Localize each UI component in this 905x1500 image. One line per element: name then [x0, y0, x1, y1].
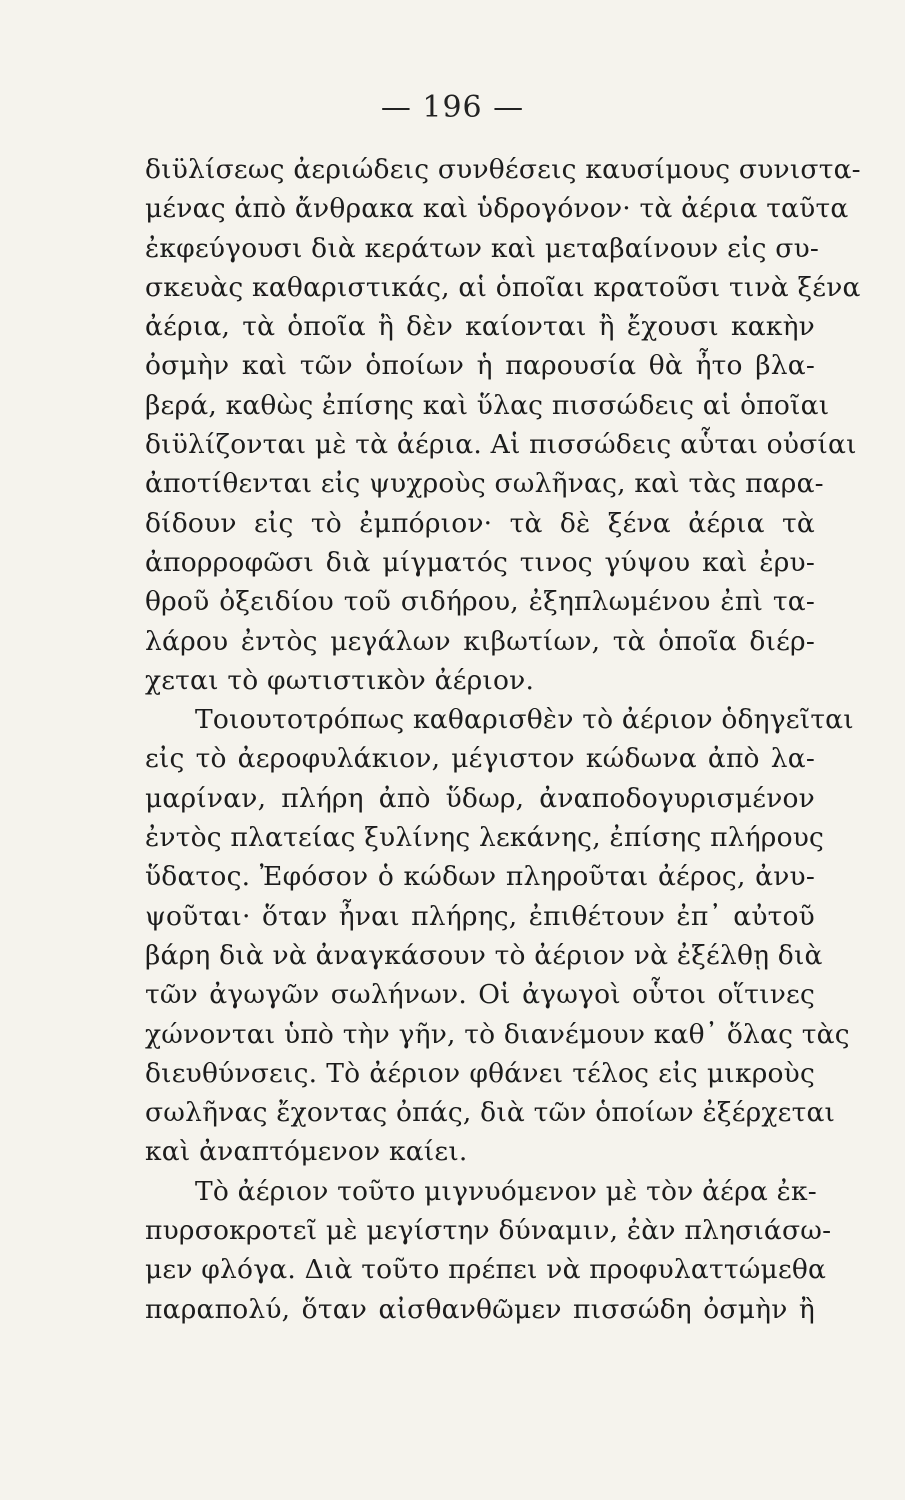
text-line: δίδουν εἰς τὸ ἐμπόριον· τὰ δὲ ξένα ἀέρια τὰ: [145, 507, 815, 539]
text-line: θροῦ ὀξειδίου τοῦ σιδήρου, ἐξηπλωμένου ἐπὶ τα-: [145, 586, 815, 618]
text-line: ἀποτίθενται εἰς ψυχροὺς σωλῆνας, καὶ τὰς παρα-: [145, 468, 824, 500]
text-line: ἐκφεύγουσι διὰ κεράτων καὶ μεταβαίνουν εἰς συ-: [145, 232, 820, 264]
text-line: ἐντὸς πλατείας ξυλίνης λεκάνης, ἐπίσης πλήρους: [145, 822, 825, 854]
text-line: παραπολύ, ὅταν αἰσθανθῶμεν πισσώδη ὀσμὴν ἢ: [145, 1293, 815, 1325]
text-line: πυρσοκροτεῖ μὲ μεγίστην δύναμιν, ἐὰν πλησιάσω-: [145, 1215, 832, 1247]
text-line: λάρου ἐντὸς μεγάλων κιβωτίων, τὰ ὁποῖα διέρ-: [145, 625, 815, 657]
text-line: ἀέρια, τὰ ὁποῖα ἢ δὲν καίονται ἢ ἔχουσι κακὴν: [145, 311, 815, 343]
page-number: — 196 —: [380, 90, 525, 125]
text-line: σωλῆνας ἔχοντας ὀπάς, διὰ τῶν ὁποίων ἐξέρχεται: [145, 1097, 836, 1129]
text-line: χεται τὸ φωτιστικὸν ἀέριον.: [145, 664, 535, 696]
body-text: [145, 150, 861, 1329]
text-line: χώνονται ὑπὸ τὴν γῆν, τὸ διανέμουν καθ᾽ ὅλας τὰς: [145, 1018, 850, 1050]
text-line: ψοῦται· ὅταν ἦναι πλήρης, ἐπιθέτουν ἐπ᾽ αὐτοῦ: [145, 900, 815, 932]
text-line: Τοιουτοτρόπως καθαρισθὲν τὸ ἀέριον ὁδηγεῖται: [195, 704, 854, 736]
text-line: εἰς τὸ ἀεροφυλάκιον, μέγιστον κώδωνα ἀπὸ λα-: [145, 743, 815, 775]
text-line: μένας ἀπὸ ἄνθρακα καὶ ὑδρογόνον· τὰ ἀέρια ταῦτα: [145, 193, 849, 225]
text-line: ὕδατος. Ἐφόσον ὁ κώδων πληροῦται ἀέρος, ἀνυ-: [145, 861, 815, 893]
text-line: βάρη διὰ νὰ ἀναγκάσουν τὸ ἀέριον νὰ ἐξέλθῃ διὰ: [145, 939, 823, 971]
text-line: τῶν ἀγωγῶν σωλήνων. Οἱ ἀγωγοὶ οὗτοι οἵτινες: [145, 979, 815, 1011]
text-line: Τὸ ἀέριον τοῦτο μιγνυόμενον μὲ τὸν ἀέρα ἐκ-: [195, 1175, 817, 1207]
text-line: διϋλίζονται μὲ τὰ ἀέρια. Αἱ πισσώδεις αὗται οὐσίαι: [145, 429, 857, 461]
text-line: διευθύνσεις. Τὸ ἀέριον φθάνει τέλος εἰς μικροὺς: [145, 1057, 815, 1089]
text-line: βερά, καθὼς ἐπίσης καὶ ὕλας πισσώδεις αἱ ὁποῖαι: [145, 389, 830, 421]
text-line: σκευὰς καθαριστικάς, αἱ ὁποῖαι κρατοῦσι τινὰ ξένα: [145, 271, 861, 303]
text-line: μαρίναν, πλήρη ἀπὸ ὕδωρ, ἀναποδογυρισμένον: [145, 782, 815, 814]
text-line: ἀπορροφῶσι διὰ μίγματός τινος γύψου καὶ ἐρυ-: [145, 546, 815, 578]
text-line: ὀσμὴν καὶ τῶν ὁποίων ἡ παρουσία θὰ ἦτο βλα-: [145, 350, 815, 382]
text-line: διϋλίσεως ἀεριώδεις συνθέσεις καυσίμους συνιστα-: [145, 154, 861, 185]
text-line: μεν φλόγα. Διὰ τοῦτο πρέπει νὰ προφυλαττώμεθα: [145, 1254, 827, 1286]
text-line: καὶ ἀναπτόμενον καίει.: [145, 1136, 468, 1168]
